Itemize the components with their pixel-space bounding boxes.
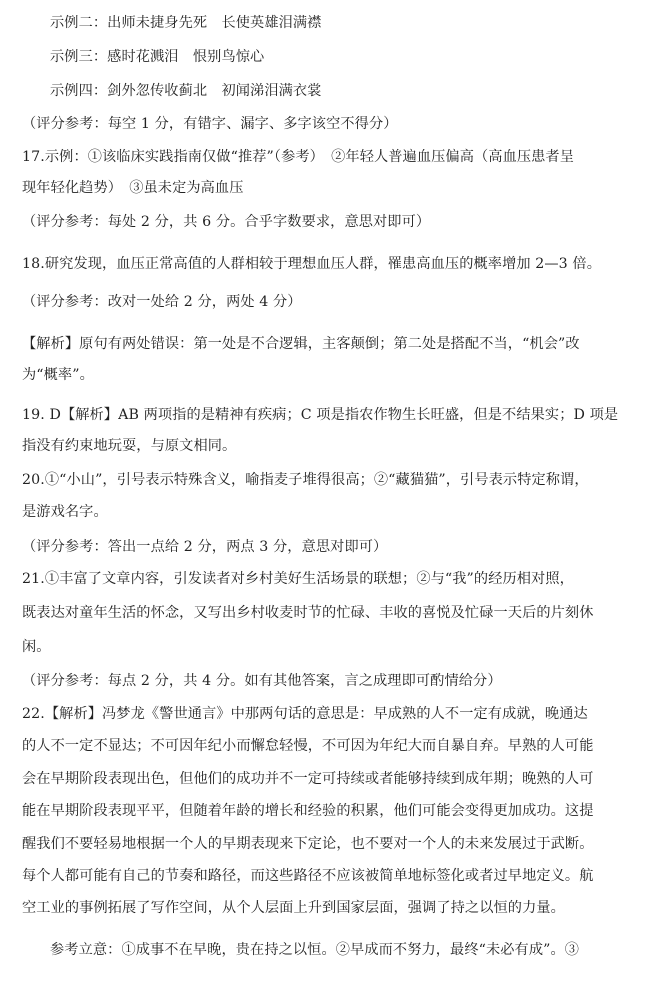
answer-22-line-4: 能在早期阶段表现平平，但随着年龄的增长和经验的积累，他们可能会变得更加成功。这提 <box>22 803 594 819</box>
scoring-note-16: （评分参考：每空 1 分，有错字、漏字、多字该空不得分） <box>22 116 398 132</box>
answer-19-line-1: 19. D【解析】AB 两项指的是精神有疾病；C 项是指农作物生长旺盛，但是不结果实；D 项是 <box>22 407 619 423</box>
answer-22-line-5: 醒我们不要轻易地根据一个人的早期表现来下定论，也不要对一个人的未来发展过于武断。 <box>22 836 594 852</box>
example-three-line: 示例三：感时花溅泪 恨别鸟惊心 <box>50 49 265 65</box>
answer-22-line-3: 会在早期阶段表现出色，但他们的成功并不一定可持续或者能够持续到成年期；晚熟的人可 <box>22 771 594 787</box>
answer-18-line: 18.研究发现，血压正常高值的人群相较于理想血压人群，罹患高血压的概率增加 2—3 倍。 <box>22 256 601 272</box>
answer-22-line-7: 空工业的事例拓展了写作空间，从个人层面上升到国家层面，强调了持之以恒的力量。 <box>22 900 565 916</box>
reference-theme-line: 参考立意：①成事不在早晚，贵在持之以恒。②早成而不努力，最终“未必有成”。③ <box>50 942 580 958</box>
scoring-note-17: （评分参考：每处 2 分，共 6 分。合乎字数要求，意思对即可） <box>22 214 431 230</box>
answer-22-line-2: 的人不一定不显达；不可因年纪小而懈怠轻慢，不可因为年纪大而自暴自弃。早熟的人可能 <box>22 738 594 754</box>
analysis-18-line-1: 【解析】原句有两处错误：第一处是不合逻辑，主客颠倒；第二处是搭配不当，“机会”改 <box>22 336 580 352</box>
example-four-line: 示例四：剑外忽传收蓟北 初闻涕泪满衣裳 <box>50 83 322 99</box>
answer-21-line-1: 21.①丰富了文章内容，引发读者对乡村美好生活场景的联想；②与“我”的经历相对照， <box>22 571 574 587</box>
analysis-18-line-2: 为“概率”。 <box>22 367 94 383</box>
scoring-note-21: （评分参考：每点 2 分，共 4 分。如有其他答案，言之成理即可酌情给分） <box>22 673 502 689</box>
answer-17-line-1: 17.示例：①该临床实践指南仅做“推荐”（参考） ②年轻人普遍血压偏高（高血压患者呈 <box>22 149 575 165</box>
scoring-note-18: （评分参考：改对一处给 2 分，两处 4 分） <box>22 294 302 310</box>
scoring-note-20: （评分参考：答出一点给 2 分，两点 3 分，意思对即可） <box>22 539 388 555</box>
answer-17-line-2: 现年轻化趋势） ③虽未定为高血压 <box>22 180 244 196</box>
answer-22-line-6: 每个人都可能有自己的节奏和路径，而这些路径不应该被简单地标签化或者过早地定义。航 <box>22 868 594 884</box>
answer-19-line-2: 指没有约束地玩耍，与原文相同。 <box>22 438 237 454</box>
answer-22-line-1: 22.【解析】冯梦龙《警世通言》中那两句话的意思是：早成熟的人不一定有成就，晚通达 <box>22 706 588 722</box>
answer-21-line-2: 既表达对童年生活的怀念，又写出乡村收麦时节的忙碌、丰收的喜悦及忙碌一天后的片刻休 <box>22 605 594 621</box>
answer-21-line-3: 闲。 <box>22 639 51 655</box>
answer-20-line-2: 是游戏名字。 <box>22 504 108 520</box>
answer-20-line-1: 20.①“小山”，引号表示特殊含义，喻指麦子堆得很高；②“藏猫猫”，引号表示特定称谓， <box>22 472 589 488</box>
example-two-line: 示例二：出师未捷身先死 长使英雄泪满襟 <box>50 15 322 31</box>
